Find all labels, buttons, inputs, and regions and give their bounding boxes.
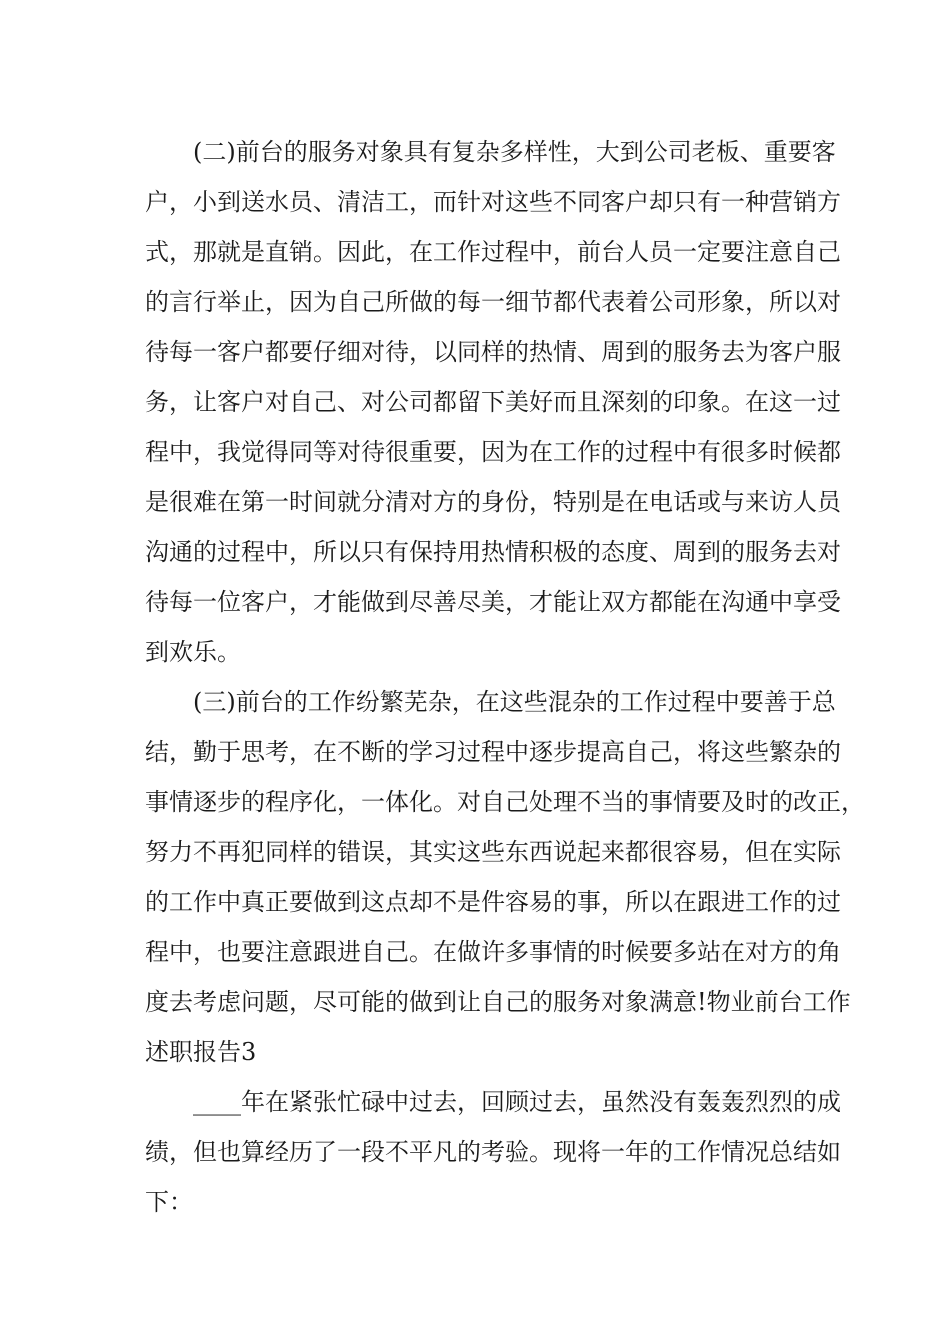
text-line: 努力不再犯同样的错误，其实这些东西说起来都很容易，但在实际 (145, 838, 841, 866)
text-line: 结，勤于思考，在不断的学习过程中逐步提高自己，将这些繁杂的 (145, 738, 841, 766)
text-line: 的工作中真正要做到这点却不是件容易的事，所以在跟进工作的过 (145, 888, 841, 916)
text-line: 绩，但也算经历了一段不平凡的考验。现将一年的工作情况总结如 (145, 1138, 841, 1166)
text-line: ____年在紧张忙碌中过去，回顾过去，虽然没有轰轰烈烈的成 (193, 1088, 841, 1116)
text-line: 沟通的过程中，所以只有保持用热情积极的态度、周到的服务去对 (145, 538, 841, 566)
text-line: (二)前台的服务对象具有复杂多样性，大到公司老板、重要客 (193, 138, 836, 166)
text-line: 程中，也要注意跟进自己。在做许多事情的时候要多站在对方的角 (145, 938, 841, 966)
text-line: 户，小到送水员、清洁工，而针对这些不同客户却只有一种营销方 (145, 188, 841, 216)
text-line: 程中，我觉得同等对待很重要，因为在工作的过程中有很多时候都 (145, 438, 841, 466)
text-line: 待每一客户都要仔细对待，以同样的热情、周到的服务去为客户服 (145, 338, 841, 366)
text-line: 到欢乐。 (145, 638, 241, 666)
text-line: 式，那就是直销。因此，在工作过程中，前台人员一定要注意自己 (145, 238, 841, 266)
text-line: 务，让客户对自己、对公司都留下美好而且深刻的印象。在这一过 (145, 388, 841, 416)
text-line: 下： (145, 1188, 193, 1216)
text-line: 的言行举止，因为自己所做的每一细节都代表着公司形象，所以对 (145, 288, 841, 316)
text-line: 待每一位客户，才能做到尽善尽美，才能让双方都能在沟通中享受 (145, 588, 841, 616)
text-line: 述职报告3 (145, 1038, 257, 1066)
text-line: 是很难在第一时间就分清对方的身份，特别是在电话或与来访人员 (145, 488, 841, 516)
text-line: 度去考虑问题，尽可能的做到让自己的服务对象满意!物业前台工作 (145, 988, 851, 1016)
text-line: (三)前台的工作纷繁芜杂，在这些混杂的工作过程中要善于总 (193, 688, 836, 716)
text-line: 事情逐步的程序化，一体化。对自己处理不当的事情要及时的改正， (145, 788, 865, 816)
